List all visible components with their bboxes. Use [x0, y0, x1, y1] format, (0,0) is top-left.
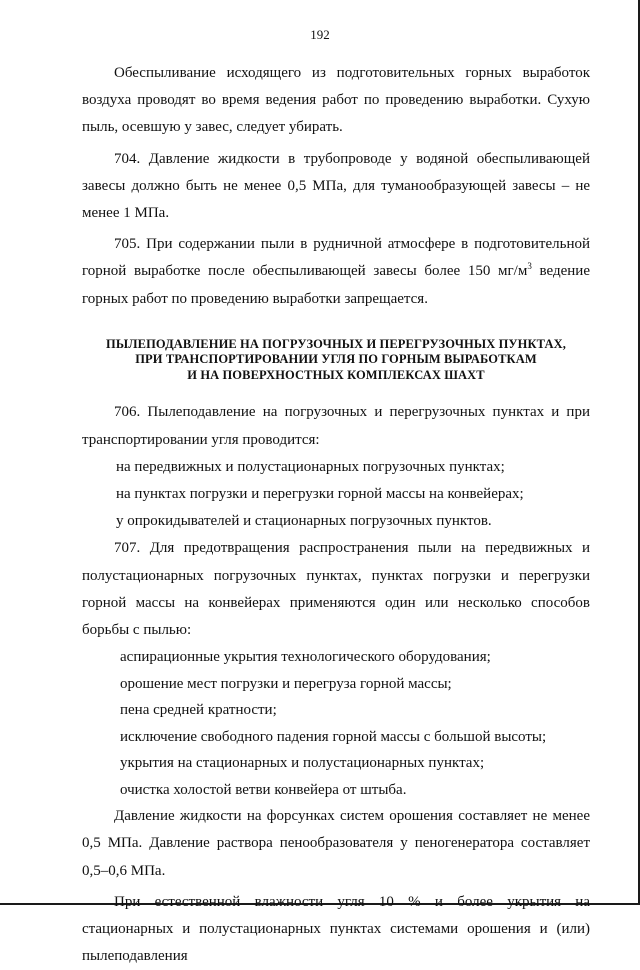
superscript-3: 3: [527, 261, 532, 272]
list-item-706-3: у опрокидывателей и стационарных погрузочных пунктов.: [116, 513, 492, 530]
list-item-707-4: исключение свободного падения горной массы с большой высоты;: [120, 728, 547, 745]
heading-line-3: И НА ПОВЕРХНОСТНЫХ КОМПЛЕКСАХ ШАХТ: [187, 367, 485, 382]
paragraph-707: 707. Для предотвращения распространения пыли на передвижных и полустационарных погрузочных пунктах, пунктах погрузки и перегрузки горной массы на конвейерах применяются один или несколько способов борьбы с пылью:: [82, 540, 590, 638]
list-item-706-1: на передвижных и полустационарных погрузочных пунктах;: [116, 458, 505, 475]
paragraph-705-text: 705. При содержании пыли в рудничной атмосфере в подготовительной горной выработке после обеспыливающей завесы более 150 мг/м: [82, 236, 590, 280]
heading-line-1: ПЫЛЕПОДАВЛЕНИЕ НА ПОГРУЗОЧНЫХ И ПЕРЕГРУЗОЧНЫХ ПУНКТАХ,: [106, 336, 566, 351]
heading-line-2: ПРИ ТРАНСПОРТИРОВАНИИ УГЛЯ ПО ГОРНЫМ ВЫРАБОТКАМ: [135, 352, 537, 367]
document-body: [82, 60, 590, 970]
list-item-707-5: укрытия на стационарных и полустационарных пунктах;: [120, 755, 485, 772]
paragraph-705-text-end: ведение горных работ по проведению выработки запрещается.: [82, 263, 590, 307]
list-item-706-2: на пунктах погрузки и перегрузки горной массы на конвейерах;: [116, 485, 524, 502]
list-item-707-3: пена средней кратности;: [120, 702, 277, 719]
list-item-707-2: орошение мест погрузки и перегруза горной массы;: [120, 675, 452, 692]
paragraph-705: [82, 231, 590, 313]
list-item-707-6: очистка холостой ветви конвейера от штыба.: [120, 781, 407, 798]
list-item-707-1: аспирационные укрытия технологического оборудования;: [120, 649, 491, 666]
section-heading: [82, 337, 590, 384]
paragraph-humidity: При естественной влажности угля 10 % и более укрытия на стационарных и полустационарных пунктах системами орошения и (или) пылеподавления: [82, 893, 590, 965]
paragraph-dust-exhaust: Обеспыливание исходящего из подготовительных горных выработок воздуха проводят во время ведения работ по проведению выработки. Сухую пыль, осевшую у завес, следует убирать.: [82, 65, 590, 136]
paragraph-704: 704. Давление жидкости в трубопроводе у водяной обеспыливающей завесы должно быть не менее 0,5 МПа, для туманообразующей завесы – не менее 1 МПа.: [82, 150, 590, 222]
paragraph-pressure: Давление жидкости на форсунках систем орошения составляет не менее 0,5 МПа. Давление раствора пенообразователя у пеногенератора составляет 0,5–0,6 МПа.: [82, 808, 590, 879]
paragraph-706: 706. Пылеподавление на погрузочных и перегрузочных пунктах и при транспортировании угля проводится:: [82, 404, 590, 448]
page-number: 192: [310, 27, 330, 42]
